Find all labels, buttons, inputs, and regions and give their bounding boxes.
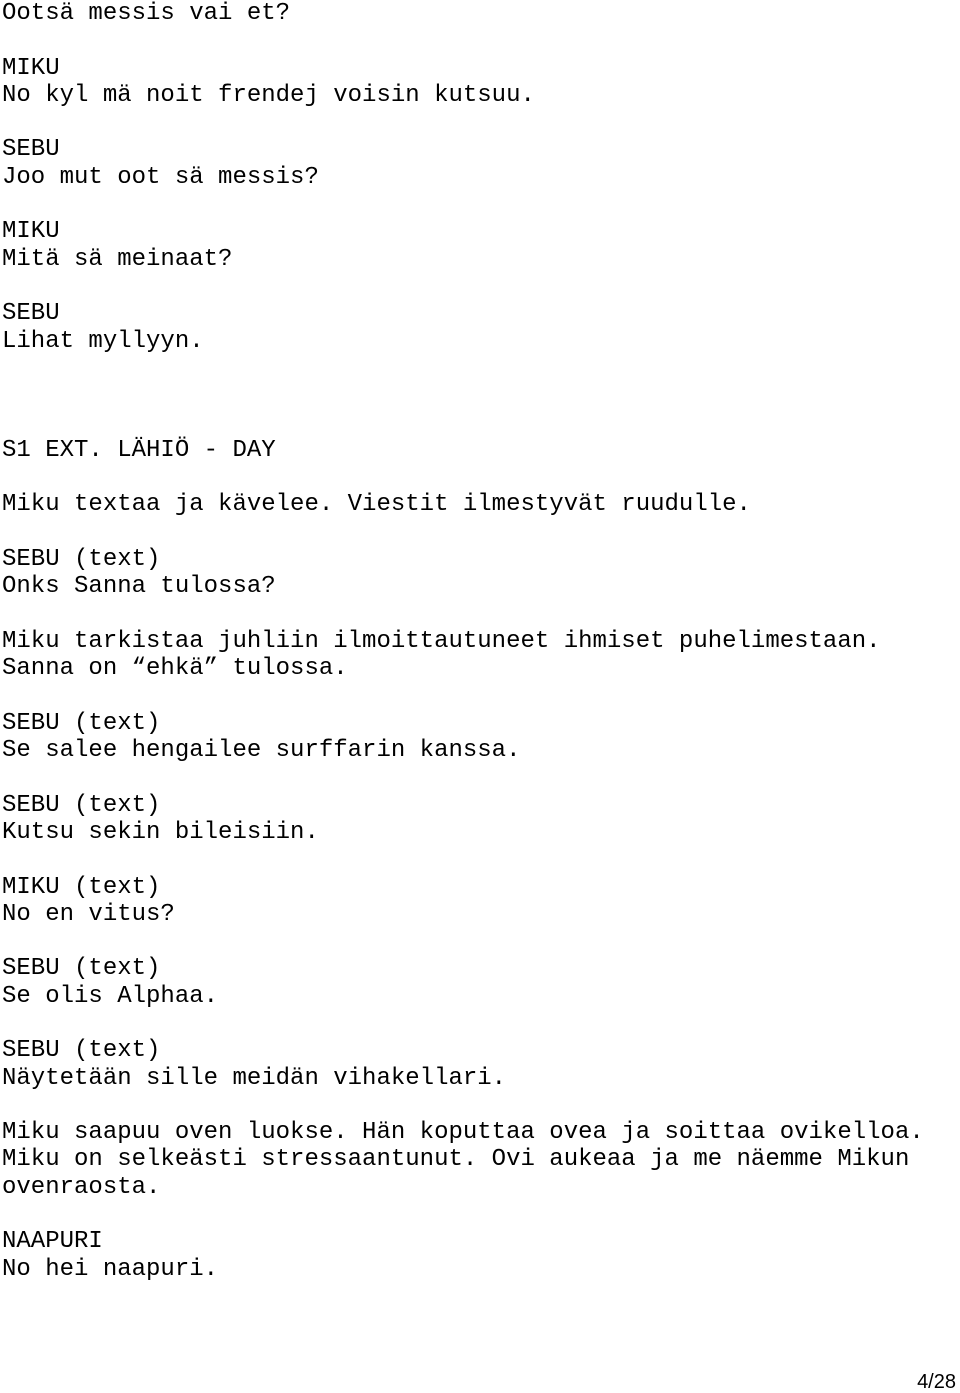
- action-line: Miku tarkistaa juhliin ilmoittautuneet ihmiset puhelimestaan.: [2, 627, 881, 655]
- character-name: NAAPURI: [2, 1228, 103, 1256]
- character-name: SEBU (text): [2, 791, 161, 819]
- dialogue-block: [2, 1228, 958, 1283]
- action-block: [2, 491, 958, 518]
- dialogue-line: No hei naapuri.: [2, 1255, 219, 1283]
- action-line: Miku on selkeästi stressaantunut. Ovi aukeaa ja me näemme Mikun: [2, 1146, 910, 1174]
- dialogue-block: [2, 955, 958, 1010]
- dialogue-line: Se olis Alphaa.: [2, 982, 219, 1010]
- action-line: Miku saapuu oven luokse. Hän koputtaa ovea ja soittaa ovikelloa.: [2, 1119, 924, 1147]
- dialogue-block: [2, 874, 958, 929]
- dialogue-line: Ootsä messis vai et?: [2, 0, 291, 27]
- blank-line: [2, 382, 958, 409]
- block-gap: [2, 464, 958, 491]
- character-name: SEBU (text): [2, 709, 161, 737]
- dialogue-block: [2, 546, 958, 601]
- action-line: ovenraosta.: [2, 1173, 161, 1201]
- block-gap: [2, 109, 958, 136]
- block-gap: [2, 191, 958, 218]
- dialogue-line: Se salee hengailee surffarin kanssa.: [2, 737, 521, 765]
- dialogue-block: [2, 55, 958, 110]
- character-name: MIKU: [2, 218, 60, 246]
- scene-heading: S1 EXT. LÄHIÖ - DAY: [2, 436, 276, 464]
- scene-heading-block: [2, 437, 958, 464]
- character-name: SEBU (text): [2, 1037, 161, 1065]
- block-gap: [2, 519, 958, 546]
- dialogue-line: Onks Sanna tulossa?: [2, 573, 276, 601]
- character-name: SEBU: [2, 300, 60, 328]
- block-gap: [2, 355, 958, 382]
- character-name: MIKU (text): [2, 873, 161, 901]
- block-gap: [2, 1092, 958, 1119]
- page-number: 4/28: [917, 1371, 956, 1393]
- block-gap: [2, 273, 958, 300]
- dialogue-line: No kyl mä noit frendej voisin kutsuu.: [2, 81, 535, 109]
- dialogue-line: Mitä sä meinaat?: [2, 245, 233, 273]
- dialogue-line: Lihat myllyyn.: [2, 327, 204, 355]
- character-name: SEBU: [2, 136, 60, 164]
- dialogue-line: No en vitus?: [2, 900, 175, 928]
- character-name: MIKU: [2, 54, 60, 82]
- dialogue-block: [2, 218, 958, 273]
- action-line: Miku textaa ja kävelee. Viestit ilmestyvät ruudulle.: [2, 491, 751, 519]
- block-gap: [2, 409, 958, 436]
- dialogue-block: [2, 136, 958, 191]
- block-gap: [2, 764, 958, 791]
- block-gap: [2, 682, 958, 709]
- dialogue-line: Joo mut oot sä messis?: [2, 163, 319, 191]
- block-gap: [2, 1201, 958, 1228]
- dialogue-line: Kutsu sekin bileisiin.: [2, 818, 319, 846]
- character-name: SEBU (text): [2, 955, 161, 983]
- dialogue-block: [2, 1037, 958, 1092]
- dialogue-block: [2, 0, 958, 27]
- action-block: [2, 628, 958, 683]
- screenplay-page: [2, 0, 958, 1283]
- block-gap: [2, 1010, 958, 1037]
- action-line: Sanna on “ehkä” tulossa.: [2, 655, 348, 683]
- dialogue-block: [2, 300, 958, 355]
- dialogue-block: [2, 792, 958, 847]
- character-name: SEBU (text): [2, 545, 161, 573]
- dialogue-block: [2, 710, 958, 765]
- block-gap: [2, 601, 958, 628]
- block-gap: [2, 846, 958, 873]
- action-block: [2, 1119, 958, 1201]
- block-gap: [2, 27, 958, 54]
- dialogue-line: Näytetään sille meidän vihakellari.: [2, 1064, 507, 1092]
- block-gap: [2, 928, 958, 955]
